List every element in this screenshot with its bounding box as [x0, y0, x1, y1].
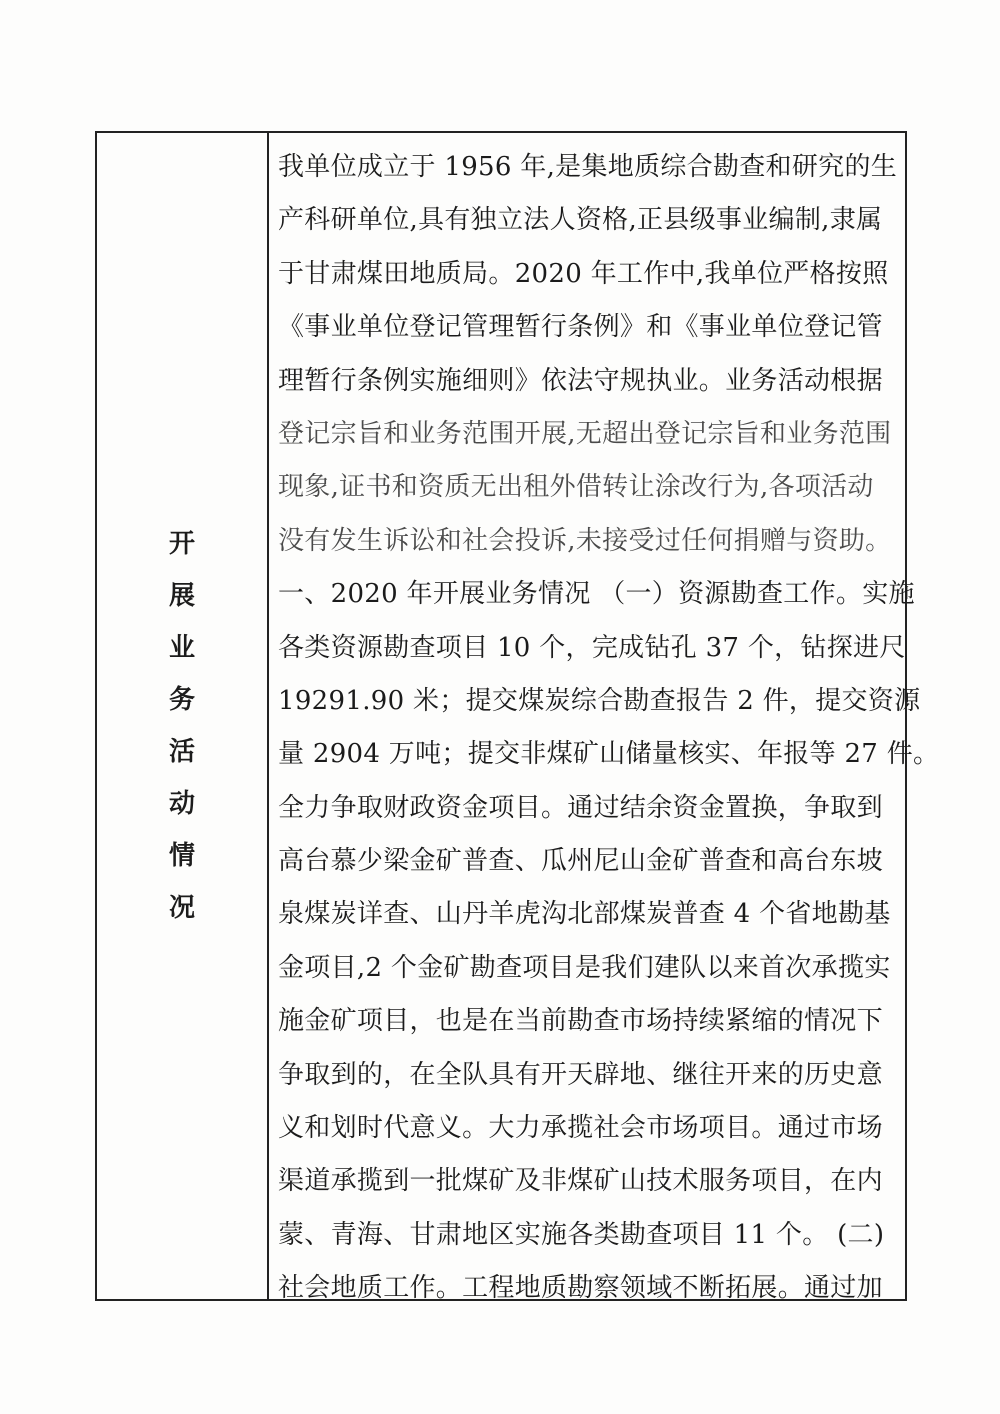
content-line: 理暂行条例实施细则》依法守规执业。业务活动根据	[278, 365, 883, 396]
row-label-char: 情	[168, 841, 195, 871]
content-line: 一、2020 年开展业务情况 （一）资源勘查工作。实施	[278, 579, 915, 610]
content-line: 现象,证书和资质无出租外借转让涂改行为,各项活动	[278, 472, 874, 503]
content-line: 产科研单位,具有独立法人资格,正县级事业编制,隶属	[278, 205, 883, 236]
content-line: 于甘肃煤田地质局。2020 年工作中,我单位严格按照	[278, 258, 889, 289]
row-label-cell	[97, 133, 267, 1299]
row-label-char: 况	[168, 893, 195, 923]
content-line: 我单位成立于 1956 年,是集地质综合勘查和研究的生	[278, 152, 898, 182]
content-line: 金项目,2 个金矿勘查项目是我们建队以来首次承揽实	[278, 952, 891, 983]
content-line: 各类资源勘查项目 10 个，完成钻孔 37 个，钻探进尺	[278, 632, 906, 663]
content-line: 争取到的，在全队具有开天辟地、继往开来的历史意	[278, 1059, 883, 1090]
row-label-char: 业	[168, 633, 195, 663]
content-line: 《事业单位登记管理暂行条例》和《事业单位登记管	[278, 312, 883, 343]
content-line: 量 2904 万吨；提交非煤矿山储量核实、年报等 27 件。	[278, 739, 940, 770]
content-line: 渠道承揽到一批煤矿及非煤矿山技术服务项目，在内	[278, 1166, 883, 1197]
content-line: 义和划时代意义。大力承揽社会市场项目。通过市场	[278, 1113, 883, 1144]
row-label-char: 开	[168, 529, 195, 559]
content-line: 高台慕少梁金矿普查、瓜州尼山金矿普查和高台东坡	[278, 846, 883, 877]
row-label-char: 活	[168, 737, 195, 767]
content-cell	[278, 141, 940, 1316]
content-line: 泉煤炭详查、山丹羊虎沟北部煤炭普查 4 个省地勘基	[278, 899, 891, 930]
content-line: 19291.90 米；提交煤炭综合勘查报告 2 件，提交资源	[278, 685, 921, 716]
content-line: 没有发生诉讼和社会投诉,未接受过任何捐赠与资助。	[278, 525, 892, 556]
content-line: 社会地质工作。工程地质勘察领域不断拓展。通过加	[278, 1273, 883, 1304]
row-label-char: 动	[168, 789, 195, 819]
content-line: 全力争取财政资金项目。通过结余资金置换，争取到	[278, 792, 883, 823]
content-line: 施金矿项目，也是在当前勘查市场持续紧缩的情况下	[278, 1006, 883, 1037]
content-line: 蒙、青海、甘肃地区实施各类勘查项目 11 个。 (二)	[278, 1219, 885, 1250]
column-divider	[267, 133, 269, 1299]
row-label-char: 展	[168, 581, 195, 611]
report-table	[95, 131, 940, 1304]
content-line: 登记宗旨和业务范围开展,无超出登记宗旨和业务范围	[278, 418, 892, 449]
row-label-char: 务	[168, 685, 195, 715]
